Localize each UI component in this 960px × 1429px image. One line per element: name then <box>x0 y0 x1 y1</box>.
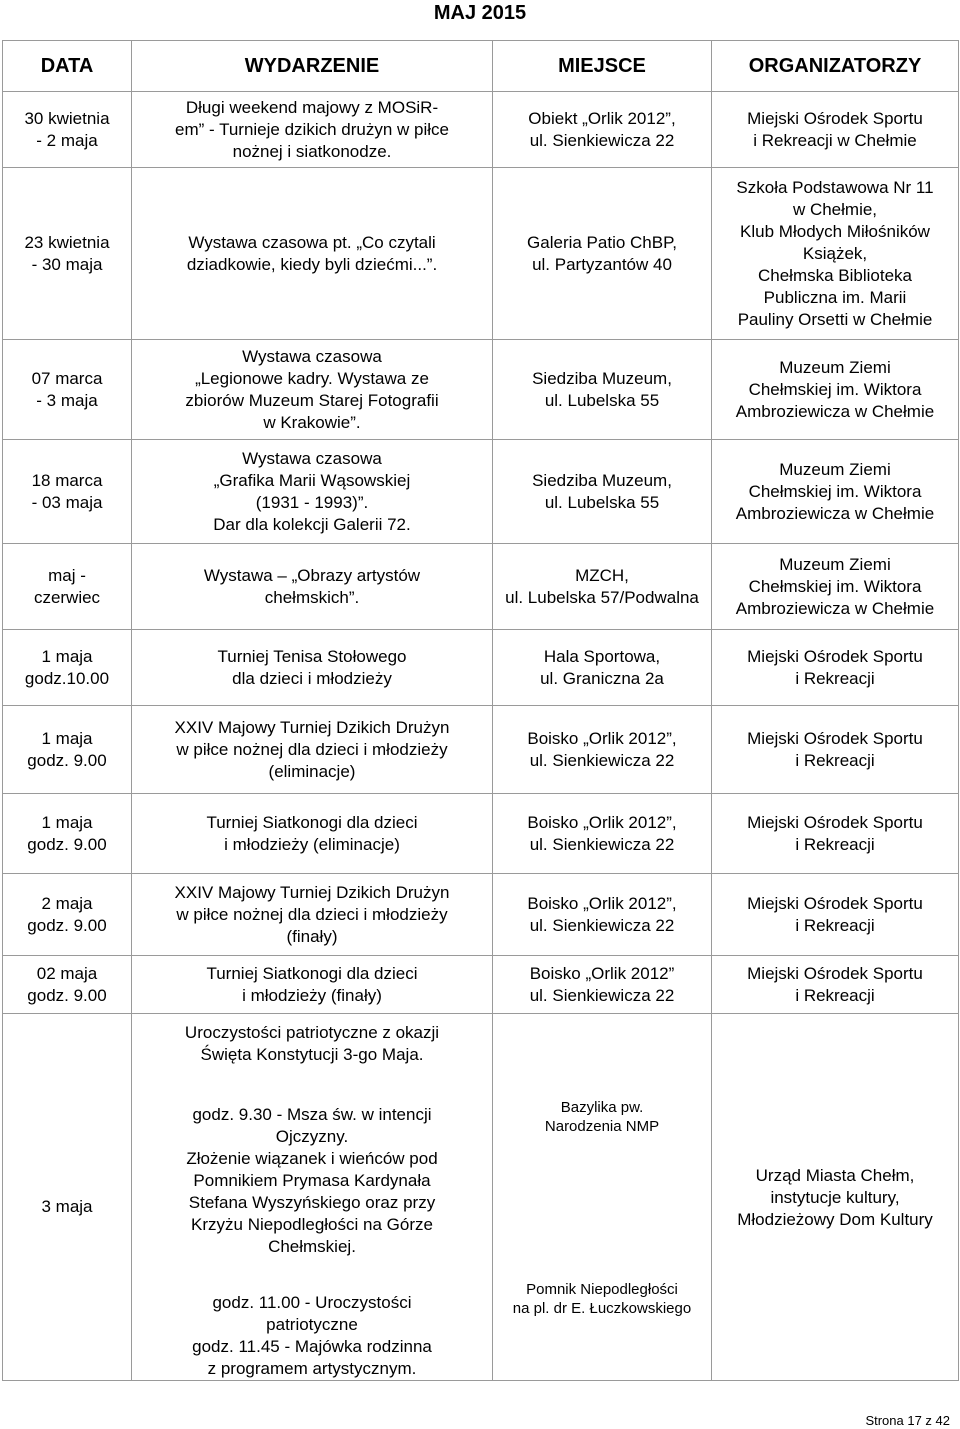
table-row <box>3 440 959 544</box>
table-header-row <box>3 41 959 92</box>
cell-date: 18 marca - 03 maja <box>3 440 132 544</box>
cell-event: Długi weekend majowy z MOSiR- em” - Turnieje dzikich drużyn w piłce nożnej i siatkonodze. <box>132 92 493 168</box>
header-miejsce: MIEJSCE <box>493 41 712 92</box>
cell-organizer: Miejski Ośrodek Sportu i Rekreacji <box>712 874 959 956</box>
cell-organizer: Miejski Ośrodek Sportu i Rekreacji <box>712 706 959 794</box>
cell-event: Turniej Tenisa Stołowego dla dzieci i młodzieży <box>132 630 493 706</box>
cell-event: Turniej Siatkonogi dla dzieci i młodzieży (eliminacje) <box>132 794 493 874</box>
cell-place: Siedziba Muzeum, ul. Lubelska 55 <box>493 440 712 544</box>
cell-place: Boisko „Orlik 2012”, ul. Sienkiewicza 22 <box>493 794 712 874</box>
cell-place: Boisko „Orlik 2012”, ul. Sienkiewicza 22 <box>493 706 712 794</box>
spacer <box>135 1258 489 1292</box>
cell-place: MZCH, ul. Lubelska 57/Podwalna <box>493 544 712 630</box>
cell-place: Obiekt „Orlik 2012”, ul. Sienkiewicza 22 <box>493 92 712 168</box>
cell-date: 1 maja godz.10.00 <box>3 630 132 706</box>
cell-place: Galeria Patio ChBP, ul. Partyzantów 40 <box>493 168 712 340</box>
cell-date: 23 kwietnia - 30 maja <box>3 168 132 340</box>
header-wydarzenie: WYDARZENIE <box>132 41 493 92</box>
event-intro: Uroczystości patriotyczne z okazji Święta Konstytucji 3-go Maja. <box>184 1023 440 1064</box>
cell-organizer: Muzeum Ziemi Chełmskiej im. Wiktora Ambroziewicza w Chełmie <box>712 440 959 544</box>
cell-organizer: Miejski Ośrodek Sportu i Rekreacji w Chełmie <box>712 92 959 168</box>
page-title: MAJ 2015 <box>433 2 527 24</box>
table-row <box>3 168 959 340</box>
header-organizatorzy: ORGANIZATORZY <box>712 41 959 92</box>
cell-place: Siedziba Muzeum, ul. Lubelska 55 <box>493 340 712 440</box>
cell-event: Wystawa – „Obrazy artystów chełmskich”. <box>132 544 493 630</box>
events-table <box>2 40 959 1381</box>
table-row <box>3 544 959 630</box>
table-row <box>3 874 959 956</box>
cell-place: Boisko „Orlik 2012”, ul. Sienkiewicza 22 <box>493 874 712 956</box>
cell-event: XXIV Majowy Turniej Dzikich Drużyn w piłce nożnej dla dzieci i młodzieży (finały) <box>132 874 493 956</box>
place-basilica: Bazylika pw. Narodzenia NMP <box>544 1099 660 1135</box>
cell-date: 02 maja godz. 9.00 <box>3 956 132 1014</box>
cell-date: 30 kwietnia - 2 maja <box>3 92 132 168</box>
cell-organizer: Muzeum Ziemi Chełmskiej im. Wiktora Ambroziewicza w Chełmie <box>712 340 959 440</box>
cell-date: 1 maja godz. 9.00 <box>3 706 132 794</box>
page-number: Strona 17 z 42 <box>865 1413 950 1428</box>
cell-organizer: Szkoła Podstawowa Nr 11 w Chełmie, Klub Młodych Miłośników Książek, Chełmska Biblioteka Publiczna im. Marii Pauliny Orsetti w Chełmie <box>712 168 959 340</box>
cell-organizer: Miejski Ośrodek Sportu i Rekreacji <box>712 630 959 706</box>
cell-event: XXIV Majowy Turniej Dzikich Drużyn w piłce nożnej dla dzieci i młodzieży (eliminacje) <box>132 706 493 794</box>
cell-place <box>493 1014 712 1381</box>
table-row <box>3 630 959 706</box>
cell-place: Hala Sportowa, ul. Graniczna 2a <box>493 630 712 706</box>
cell-event: Wystawa czasowa „Legionowe kadry. Wystawa ze zbiorów Muzeum Starej Fotografii w Krakowie”. <box>132 340 493 440</box>
cell-event: Wystawa czasowa „Grafika Marii Wąsowskiej (1931 - 1993)”. Dar dla kolekcji Galerii 72. <box>132 440 493 544</box>
event-block-mass: godz. 9.30 - Msza św. w intencji Ojczyzny. Złożenie wiązanek i wieńców pod Pomnikiem Prymasa Kardynała Stefana Wyszyńskiego oraz przy Krzyżu Niepodległości na Górze Chełmskiej. <box>186 1105 438 1256</box>
cell-date: maj - czerwiec <box>3 544 132 630</box>
cell-event: Turniej Siatkonogi dla dzieci i młodzieży (finały) <box>132 956 493 1014</box>
place-monument: Pomnik Niepodległości na pl. dr E. Łuczkowskiego <box>512 1281 692 1317</box>
cell-organizer: Miejski Ośrodek Sportu i Rekreacji <box>712 794 959 874</box>
table-row <box>3 706 959 794</box>
cell-event <box>132 1014 493 1381</box>
table-row <box>3 1014 959 1381</box>
cell-date: 1 maja godz. 9.00 <box>3 794 132 874</box>
spacer <box>135 1066 489 1104</box>
cell-date: 07 marca - 3 maja <box>3 340 132 440</box>
table-row <box>3 794 959 874</box>
table-row <box>3 340 959 440</box>
event-block-celebration: godz. 11.00 - Uroczystości patriotyczne godz. 11.45 - Majówka rodzinna z programem artystycznym. <box>192 1293 432 1378</box>
table-row <box>3 956 959 1014</box>
cell-date: 2 maja godz. 9.00 <box>3 874 132 956</box>
spacer <box>496 1136 708 1280</box>
cell-organizer: Muzeum Ziemi Chełmskiej im. Wiktora Ambroziewicza w Chełmie <box>712 544 959 630</box>
cell-date: 3 maja <box>3 1014 132 1381</box>
cell-event: Wystawa czasowa pt. „Co czytali dziadkowie, kiedy byli dziećmi...”. <box>132 168 493 340</box>
cell-organizer: Miejski Ośrodek Sportu i Rekreacji <box>712 956 959 1014</box>
header-data: DATA <box>3 41 132 92</box>
cell-place: Boisko „Orlik 2012” ul. Sienkiewicza 22 <box>493 956 712 1014</box>
table-row <box>3 92 959 168</box>
cell-organizer: Urząd Miasta Chełm, instytucje kultury, Młodzieżowy Dom Kultury <box>712 1014 959 1381</box>
